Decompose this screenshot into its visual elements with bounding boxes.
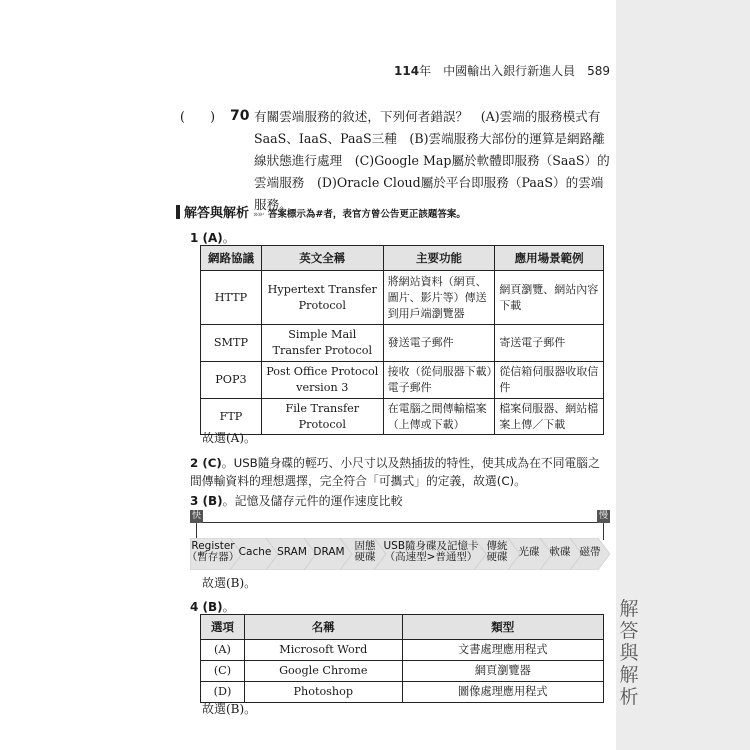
column-header: 網路協議 <box>201 246 262 271</box>
item4-conclusion: 故選(B)。 <box>202 702 257 716</box>
item3-text: 。記憶及儲存元件的運作速度比較 <box>222 494 403 508</box>
table-cell: (D) <box>201 682 245 703</box>
question-number: 70 <box>230 108 250 124</box>
speed-label-sram: SRAM <box>277 546 307 558</box>
table-cell: Post Office Protocol version 3 <box>261 362 383 399</box>
speed-label-hdd: 傳統 硬碟 <box>486 540 508 563</box>
double-arrow-icon: »»· <box>253 210 264 220</box>
item1-conclusion: 故選(A)。 <box>202 431 257 445</box>
table-header-row <box>201 246 604 271</box>
speed-label-cache: Cache <box>238 546 272 558</box>
table-cell: 在電腦之間傳輸檔案（上傳或下載） <box>383 399 495 435</box>
speed-comparison-diagram <box>186 510 610 570</box>
column-header: 英文全稱 <box>261 246 383 271</box>
table-cell: Hypertext Transfer Protocol <box>261 271 383 325</box>
answer-note: 答案標示為#者，表官方曾公告更正該題答案。 <box>267 209 466 220</box>
question-text: 有關雲端服務的敘述，下列何者錯誤？ (A)雲端的服務模式有SaaS、IaaS、PaaS三種 (B)雲端服務大部份的運算是網路離線狀態進行處理 (C)Google Map屬於軟體即服務（SaaS）的雲端服務 (D)Oracle Cloud屬於平台即服務（PaaS）的雲端服務。 <box>254 109 610 212</box>
speed-label-optical: 光碟 <box>518 546 540 558</box>
software-table <box>200 614 604 703</box>
column-header: 名稱 <box>244 615 402 640</box>
running-header <box>380 62 610 79</box>
column-header: 選項 <box>201 615 245 640</box>
table-cell: 網頁瀏覽、網站內容下載 <box>495 271 604 325</box>
table-cell: 圖像處理應用程式 <box>402 682 603 703</box>
speed-label-register: Register （暫存器） <box>186 540 240 563</box>
item4-label: 4 (B) <box>190 600 223 614</box>
table-header-row <box>201 615 604 640</box>
item3-conclusion: 故選(B)。 <box>202 576 257 590</box>
item4-suffix: 。 <box>222 600 235 614</box>
item3-heading <box>190 492 403 509</box>
column-header: 應用場景範例 <box>495 246 604 271</box>
speed-scale-line <box>196 522 604 523</box>
item2-paragraph <box>190 454 610 490</box>
section-bar <box>176 205 180 219</box>
table-cell: 寄送電子郵件 <box>495 325 604 362</box>
table-row <box>201 661 604 682</box>
table-cell: POP3 <box>201 362 262 399</box>
table-cell: Simple Mail Transfer Protocol <box>261 325 383 362</box>
slow-badge: 慢 <box>598 511 608 521</box>
answer-section-title: 解答與解析 <box>184 206 250 221</box>
item2-text: 。USB隨身碟的輕巧、小尺寸以及熱插拔的特性，使其成為在不同電腦之間傳輸資料的理想選擇，完全符合「可攜式」的定義，故選(C)。 <box>190 456 600 488</box>
item4-heading <box>190 598 235 615</box>
table-cell: (A) <box>201 640 245 661</box>
answer-blank: ( ) <box>180 109 216 124</box>
table-cell: HTTP <box>201 271 262 325</box>
table-cell: 接收（從伺服器下載）電子郵件 <box>383 362 495 399</box>
item3-label: 3 (B) <box>190 494 223 508</box>
table-cell: FTP <box>201 399 262 435</box>
page-number: 589 <box>587 64 610 78</box>
table-cell: File Transfer Protocol <box>261 399 383 435</box>
table-cell: Google Chrome <box>244 661 402 682</box>
table-row <box>201 682 604 703</box>
header-year: 114 <box>394 64 420 78</box>
table-cell: Microsoft Word <box>244 640 402 661</box>
table-cell: 發送電子郵件 <box>383 325 495 362</box>
speed-label-ssd: 固態 硬碟 <box>354 540 376 563</box>
table-cell: (C) <box>201 661 245 682</box>
item1-suffix: 。 <box>222 231 235 245</box>
table-row <box>201 362 604 399</box>
speed-label-floppy: 軟碟 <box>549 546 571 558</box>
table-row <box>201 325 604 362</box>
protocol-table <box>200 245 604 435</box>
table-cell: 文書處理應用程式 <box>402 640 603 661</box>
answer-section-header <box>176 202 466 221</box>
table-cell: 網頁瀏覽器 <box>402 661 603 682</box>
table-row <box>201 399 604 435</box>
table-cell: SMTP <box>201 325 262 362</box>
header-title: 年 中國輸出入銀行新進人員 <box>419 64 576 78</box>
fast-badge: 快 <box>191 511 201 521</box>
side-section-tab: 解答與解析 <box>619 598 639 708</box>
column-header: 主要功能 <box>383 246 495 271</box>
speed-label-dram: DRAM <box>313 546 345 558</box>
table-cell: 從信箱伺服器收取信件 <box>495 362 604 399</box>
table-cell: 將網站資料（網頁、圖片、影片等）傳送到用戶端瀏覽器 <box>383 271 495 325</box>
speed-label-tape: 磁帶 <box>579 546 601 558</box>
speed-label-usb-card: USB隨身碟及記憶卡 （高速型>普通型） <box>383 540 479 563</box>
item1-heading <box>190 229 235 246</box>
item2-label: 2 (C) <box>190 456 222 470</box>
question-block <box>180 106 610 216</box>
table-cell: Photoshop <box>244 682 402 703</box>
table-cell: 檔案伺服器、網站檔案上傳／下載 <box>495 399 604 435</box>
table-row <box>201 271 604 325</box>
table-row <box>201 640 604 661</box>
column-header: 類型 <box>402 615 603 640</box>
item1-label: 1 (A) <box>190 231 223 245</box>
